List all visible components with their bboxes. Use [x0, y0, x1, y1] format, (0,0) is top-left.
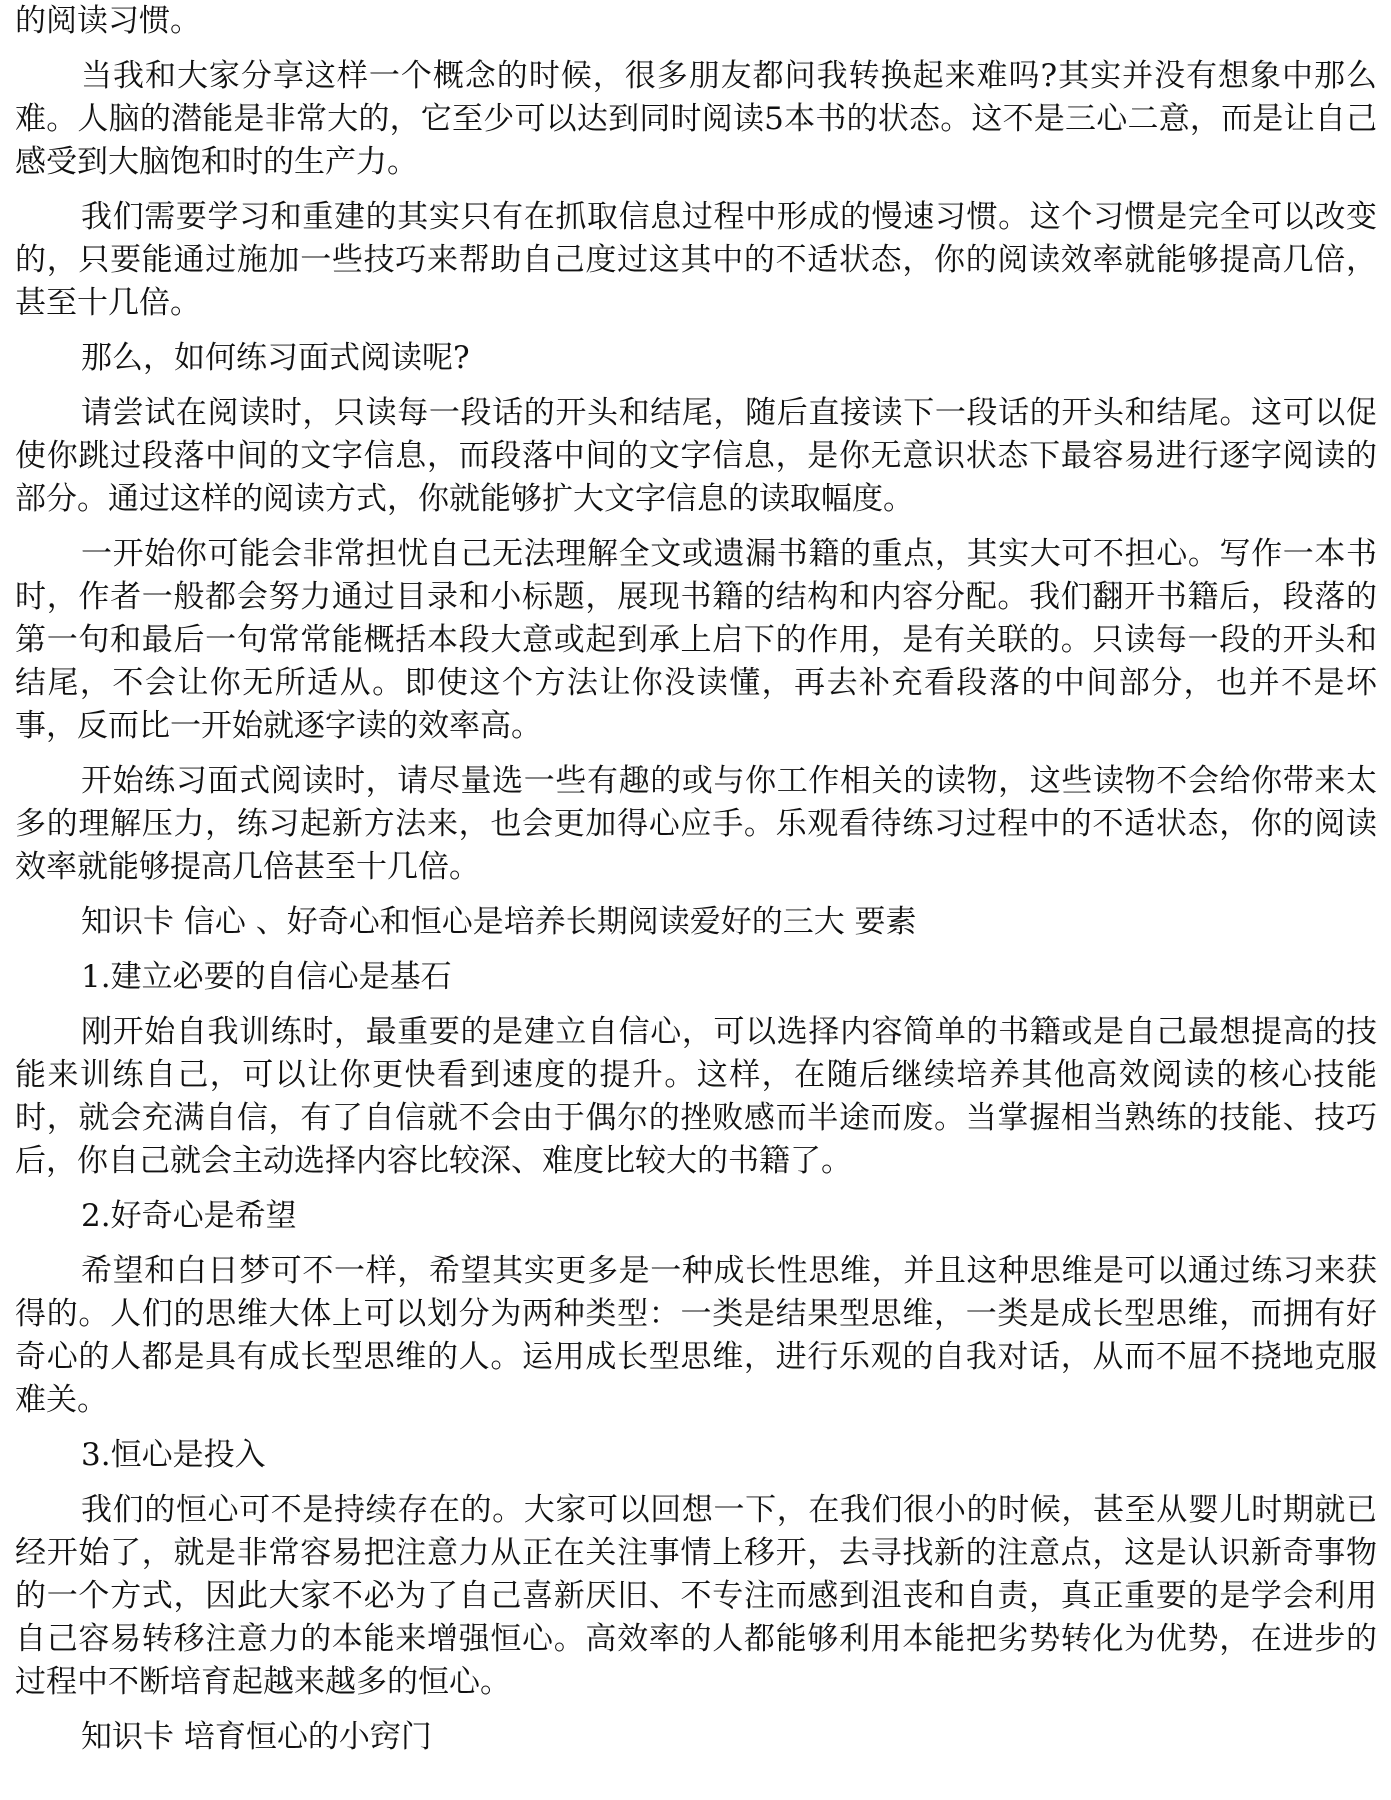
paragraph-question: 那么，如何练习面式阅读呢? — [81, 340, 470, 376]
paragraph: 我们的恒心可不是持续存在的。大家可以回想一下，在我们很小的时候，甚至从婴儿时期就已经开始了，就是非常容易把注意力从正在关注事情上移开，去寻找新的注意点，这是认识新奇事物的一个方式，因此大家不必为了自己喜新厌旧、不专注而感到沮丧和自责，真正重要的是学会利用自己容易转移注意力的本能来增强恒心。高效率的人都能够利用本能把劣势转化为优势，在进步的过程中不断培育起越来越多的恒心。 — [15, 1492, 1377, 1700]
paragraph-continuation: 的阅读习惯。 — [15, 3, 201, 39]
knowledge-card-heading: 知识卡 培育恒心的小窍门 — [81, 1719, 432, 1755]
document-page — [15, 0, 1377, 1771]
paragraph: 请尝试在阅读时，只读每一段话的开头和结尾，随后直接读下一段话的开头和结尾。这可以促使你跳过段落中间的文字信息，而段落中间的文字信息，是你无意识状态下最容易进行逐字阅读的部分。通过这样的阅读方式，你就能够扩大文字信息的读取幅度。 — [15, 395, 1377, 517]
section-heading: 2.好奇心是希望 — [81, 1198, 297, 1234]
section-heading: 1.建立必要的自信心是基石 — [81, 959, 452, 995]
paragraph: 当我和大家分享这样一个概念的时候，很多朋友都问我转换起来难吗?其实并没有想象中那么难。人脑的潜能是非常大的，它至少可以达到同时阅读5本书的状态。这不是三心二意，而是让自己感受到大脑饱和时的生产力。 — [15, 58, 1377, 180]
paragraph: 刚开始自我训练时，最重要的是建立自信心，可以选择内容简单的书籍或是自己最想提高的技能来训练自己，可以让你更快看到速度的提升。这样，在随后继续培养其他高效阅读的核心技能时，就会充满自信，有了自信就不会由于偶尔的挫败感而半途而废。当掌握相当熟练的技能、技巧后，你自己就会主动选择内容比较深、难度比较大的书籍了。 — [15, 1014, 1377, 1179]
paragraph: 我们需要学习和重建的其实只有在抓取信息过程中形成的慢速习惯。这个习惯是完全可以改变的，只要能通过施加一些技巧来帮助自己度过这其中的不适状态，你的阅读效率就能够提高几倍，甚至十几倍。 — [15, 199, 1377, 321]
paragraph: 希望和白日梦可不一样，希望其实更多是一种成长性思维，并且这种思维是可以通过练习来获得的。人们的思维大体上可以划分为两种类型：一类是结果型思维，一类是成长型思维，而拥有好奇心的人都是具有成长型思维的人。运用成长型思维，进行乐观的自我对话，从而不屈不挠地克服难关。 — [15, 1253, 1377, 1418]
paragraph: 开始练习面式阅读时，请尽量选一些有趣的或与你工作相关的读物，这些读物不会给你带来太多的理解压力，练习起新方法来，也会更加得心应手。乐观看待练习过程中的不适状态，你的阅读效率就能够提高几倍甚至十几倍。 — [15, 763, 1377, 885]
section-heading: 3.恒心是投入 — [81, 1437, 266, 1473]
paragraph: 一开始你可能会非常担忧自己无法理解全文或遗漏书籍的重点，其实大可不担心。写作一本书时，作者一般都会努力通过目录和小标题，展现书籍的结构和内容分配。我们翻开书籍后，段落的第一句和最后一句常常能概括本段大意或起到承上启下的作用，是有关联的。只读每一段的开头和结尾，不会让你无所适从。即使这个方法让你没读懂，再去补充看段落的中间部分，也并不是坏事，反而比一开始就逐字读的效率高。 — [15, 536, 1377, 744]
knowledge-card-heading: 知识卡 信心 、好奇心和恒心是培养长期阅读爱好的三大 要素 — [81, 904, 917, 940]
